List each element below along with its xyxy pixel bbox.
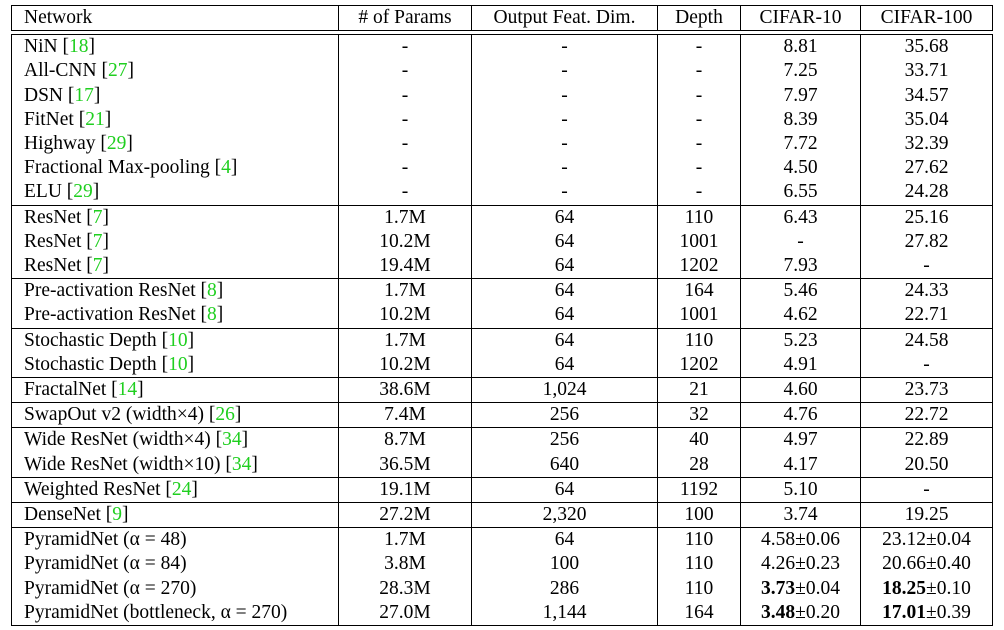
network-name: Stochastic Depth [24, 353, 157, 375]
cell-dim: - [472, 59, 658, 83]
cell-cifar100: 22.71 [861, 303, 993, 328]
header-cifar10: CIFAR-10 [741, 6, 861, 31]
citation-ref: 34 [231, 453, 252, 475]
cell-cifar10: 5.23 [741, 328, 861, 353]
cell-params: 10.2M [339, 303, 472, 328]
table-row [12, 303, 993, 328]
cell-params: - [339, 84, 472, 108]
citation-ref: 7 [92, 206, 103, 228]
citation-ref: 18 [68, 36, 89, 58]
cell-params: 19.1M [339, 477, 472, 502]
cell-params: 38.6M [339, 378, 472, 403]
cell-depth: 1001 [658, 303, 741, 328]
citation-ref: 34 [222, 429, 242, 451]
header-cifar100: CIFAR-100 [861, 6, 993, 31]
cell-cifar100: 24.58 [861, 328, 993, 353]
cell-dim: 64 [472, 477, 658, 502]
cell-cifar10: 4.60 [741, 378, 861, 403]
cell-cifar100: 18.25±0.10 [861, 577, 993, 601]
table-row [12, 230, 993, 254]
cell-depth: 164 [658, 601, 741, 626]
network-name: Weighted ResNet [24, 478, 161, 500]
cell-cifar100: 20.50 [861, 453, 993, 478]
network-name: PyramidNet (bottleneck, α = 270) [24, 601, 288, 623]
table-row [12, 35, 993, 60]
cell-depth: 28 [658, 453, 741, 478]
network-name: All-CNN [24, 60, 97, 82]
results-table [11, 5, 993, 626]
cell-dim: - [472, 84, 658, 108]
cell-dim: 64 [472, 205, 658, 230]
cell-cifar100: 35.04 [861, 108, 993, 132]
cell-cifar100: - [861, 477, 993, 502]
cell-dim: 286 [472, 577, 658, 601]
header-row [12, 6, 993, 31]
cell-network: ResNet [7] [12, 205, 339, 230]
cell-params: 27.0M [339, 601, 472, 626]
cell-params: 7.4M [339, 403, 472, 428]
citation-ref: 8 [207, 304, 217, 326]
cell-depth: 1192 [658, 477, 741, 502]
network-name: PyramidNet (α = 84) [24, 553, 187, 575]
cell-cifar10: 5.46 [741, 279, 861, 304]
citation-ref: 7 [92, 230, 103, 252]
network-name: PyramidNet (α = 270) [24, 577, 197, 599]
cell-depth: 110 [658, 328, 741, 353]
cell-depth: - [658, 59, 741, 83]
cell-dim: - [472, 180, 658, 205]
cell-depth: 21 [658, 378, 741, 403]
citation-ref: 10 [168, 353, 188, 375]
cell-cifar10: - [741, 230, 861, 254]
cell-network: Pre-activation ResNet [8] [12, 303, 339, 328]
cell-cifar10: 4.58±0.06 [741, 528, 861, 553]
table-row [12, 577, 993, 601]
best-value: 3.48 [761, 601, 796, 623]
network-name: ResNet [24, 230, 82, 252]
citation-ref: 9 [112, 504, 123, 526]
cell-dim: 64 [472, 353, 658, 378]
table-row [12, 180, 993, 205]
cell-network: Fractional Max-pooling [4] [12, 156, 339, 180]
cell-depth: 110 [658, 528, 741, 553]
cell-params: 1.7M [339, 328, 472, 353]
table-row [12, 552, 993, 576]
citation-ref: 29 [106, 133, 127, 155]
cell-cifar10: 8.81 [741, 35, 861, 60]
cell-depth: 110 [658, 205, 741, 230]
network-name: Fractional Max-pooling [24, 157, 210, 179]
cell-cifar10: 4.97 [741, 428, 861, 453]
table-row [12, 156, 993, 180]
table-row [12, 205, 993, 230]
cell-depth: 110 [658, 577, 741, 601]
cell-network: Wide ResNet (width×4) [34] [12, 428, 339, 453]
cell-cifar100: - [861, 353, 993, 378]
cell-cifar100: 20.66±0.40 [861, 552, 993, 576]
cell-depth: 110 [658, 552, 741, 576]
network-name: DSN [24, 84, 64, 106]
cell-cifar10: 7.97 [741, 84, 861, 108]
cell-cifar100: 24.28 [861, 180, 993, 205]
cell-network [12, 552, 339, 576]
cell-params: 1.7M [339, 279, 472, 304]
best-value: 17.01 [882, 601, 927, 623]
cell-cifar100: 33.71 [861, 59, 993, 83]
cell-network: Stochastic Depth [10] [12, 353, 339, 378]
citation-ref: 29 [73, 181, 93, 203]
best-value: 18.25 [882, 577, 927, 599]
cell-network: NiN [18] [12, 35, 339, 60]
cell-network: ResNet [7] [12, 230, 339, 254]
cell-cifar100: 35.68 [861, 35, 993, 60]
cell-network: SwapOut v2 (width×4) [26] [12, 403, 339, 428]
citation-ref: 24 [171, 478, 192, 500]
cell-cifar100: 22.89 [861, 428, 993, 453]
table-row [12, 477, 993, 502]
network-name: Highway [24, 133, 96, 155]
cell-params: - [339, 35, 472, 60]
cell-cifar10: 4.17 [741, 453, 861, 478]
cell-cifar10: 7.72 [741, 132, 861, 156]
cell-dim: 64 [472, 328, 658, 353]
network-name: FitNet [24, 108, 74, 130]
best-value: 3.73 [761, 577, 796, 599]
network-name: FractalNet [24, 379, 107, 401]
cell-dim: 256 [472, 403, 658, 428]
cell-cifar100: 34.57 [861, 84, 993, 108]
table-row [12, 132, 993, 156]
cell-params: 1.7M [339, 528, 472, 553]
network-name: Pre-activation ResNet [24, 304, 196, 326]
cell-depth: 40 [658, 428, 741, 453]
cell-dim: - [472, 132, 658, 156]
cell-network [12, 601, 339, 626]
table-row [12, 528, 993, 553]
citation-ref: 8 [207, 280, 217, 302]
cell-network: All-CNN [27] [12, 59, 339, 83]
cell-cifar10: 4.26±0.23 [741, 552, 861, 576]
cell-depth: 1202 [658, 353, 741, 378]
cell-network [12, 528, 339, 553]
cell-network: FitNet [21] [12, 108, 339, 132]
cell-cifar10: 6.43 [741, 205, 861, 230]
cell-cifar10: 4.50 [741, 156, 861, 180]
citation-ref: 21 [85, 108, 105, 130]
table-row [12, 84, 993, 108]
cell-depth: 32 [658, 403, 741, 428]
cell-cifar100: 23.12±0.04 [861, 528, 993, 553]
cell-params: 28.3M [339, 577, 472, 601]
cell-dim: 1,024 [472, 378, 658, 403]
cell-network: Wide ResNet (width×10) [34] [12, 453, 339, 478]
cell-cifar10: 4.62 [741, 303, 861, 328]
cell-network: FractalNet [14] [12, 378, 339, 403]
cell-depth: 164 [658, 279, 741, 304]
cell-network: DenseNet [9] [12, 503, 339, 528]
cell-depth: 1202 [658, 254, 741, 279]
cell-depth: - [658, 156, 741, 180]
cell-params: 27.2M [339, 503, 472, 528]
network-name: ELU [24, 181, 62, 203]
cell-params: 10.2M [339, 353, 472, 378]
citation-ref: 7 [92, 255, 103, 277]
cell-network: Pre-activation ResNet [8] [12, 279, 339, 304]
cell-cifar10: 8.39 [741, 108, 861, 132]
citation-ref: 10 [168, 329, 188, 351]
table-header [12, 6, 993, 31]
table-row [12, 108, 993, 132]
citation-ref: 4 [221, 157, 231, 179]
cell-cifar10: 3.74 [741, 503, 861, 528]
cell-params: - [339, 180, 472, 205]
cell-depth: - [658, 108, 741, 132]
header-dim: Output Feat. Dim. [472, 6, 658, 31]
cell-depth: - [658, 35, 741, 60]
table-row [12, 378, 993, 403]
cell-cifar10: 4.76 [741, 403, 861, 428]
network-name: Wide ResNet (width×4) [24, 429, 211, 451]
cell-depth: - [658, 132, 741, 156]
cell-cifar100: 27.62 [861, 156, 993, 180]
cell-network: ResNet [7] [12, 254, 339, 279]
cell-cifar10: 6.55 [741, 180, 861, 205]
cell-depth: - [658, 180, 741, 205]
cell-params: 36.5M [339, 453, 472, 478]
cell-params: - [339, 59, 472, 83]
cell-cifar100: 27.82 [861, 230, 993, 254]
table-row [12, 453, 993, 478]
network-name: PyramidNet (α = 48) [24, 529, 187, 551]
citation-ref: 26 [215, 404, 235, 426]
table-row [12, 403, 993, 428]
cell-dim: 2,320 [472, 503, 658, 528]
cell-params: 19.4M [339, 254, 472, 279]
network-name: Pre-activation ResNet [24, 280, 196, 302]
table-row [12, 254, 993, 279]
cell-dim: 100 [472, 552, 658, 576]
cell-cifar100: 19.25 [861, 503, 993, 528]
cell-params: - [339, 132, 472, 156]
cell-cifar100: 25.16 [861, 205, 993, 230]
cell-dim: 64 [472, 528, 658, 553]
cell-dim: 256 [472, 428, 658, 453]
cell-network: Highway [29] [12, 132, 339, 156]
table-row [12, 601, 993, 626]
cell-cifar100: 22.72 [861, 403, 993, 428]
cell-cifar100: 23.73 [861, 378, 993, 403]
table-row [12, 503, 993, 528]
cell-params: 8.7M [339, 428, 472, 453]
table-row [12, 353, 993, 378]
network-name: ResNet [24, 255, 82, 277]
header-depth: Depth [658, 6, 741, 31]
cell-cifar100: 32.39 [861, 132, 993, 156]
cell-cifar100: 17.01±0.39 [861, 601, 993, 626]
cell-params: - [339, 108, 472, 132]
cell-dim: 64 [472, 230, 658, 254]
cell-dim: - [472, 35, 658, 60]
table-row [12, 328, 993, 353]
cell-dim: 64 [472, 303, 658, 328]
cell-cifar100: 24.33 [861, 279, 993, 304]
cell-network [12, 577, 339, 601]
citation-ref: 17 [74, 84, 94, 106]
table-body [12, 31, 993, 626]
cell-dim: 640 [472, 453, 658, 478]
network-name: ResNet [24, 206, 82, 228]
cell-dim: - [472, 108, 658, 132]
citation-ref: 14 [117, 379, 138, 401]
cell-dim: - [472, 156, 658, 180]
cell-network: Weighted ResNet [24] [12, 477, 339, 502]
network-name: Stochastic Depth [24, 329, 157, 351]
header-network: Network [12, 6, 339, 31]
cell-cifar10: 3.48±0.20 [741, 601, 861, 626]
cell-cifar10: 7.93 [741, 254, 861, 279]
cell-cifar10: 5.10 [741, 477, 861, 502]
cell-cifar10: 3.73±0.04 [741, 577, 861, 601]
cell-network: DSN [17] [12, 84, 339, 108]
cell-dim: 64 [472, 254, 658, 279]
cell-depth: - [658, 84, 741, 108]
cell-cifar100: - [861, 254, 993, 279]
cell-depth: 1001 [658, 230, 741, 254]
cell-params: 3.8M [339, 552, 472, 576]
network-name: Wide ResNet (width×10) [24, 453, 221, 475]
cell-network: Stochastic Depth [10] [12, 328, 339, 353]
network-name: NiN [24, 36, 58, 58]
cell-params: 10.2M [339, 230, 472, 254]
cell-dim: 1,144 [472, 601, 658, 626]
cell-cifar10: 7.25 [741, 59, 861, 83]
citation-ref: 27 [107, 60, 128, 82]
cell-depth: 100 [658, 503, 741, 528]
cell-params: 1.7M [339, 205, 472, 230]
cell-network: ELU [29] [12, 180, 339, 205]
cell-cifar10: 4.91 [741, 353, 861, 378]
network-name: SwapOut v2 (width×4) [24, 404, 204, 426]
cell-dim: 64 [472, 279, 658, 304]
table-row [12, 428, 993, 453]
table-row [12, 59, 993, 83]
cell-params: - [339, 156, 472, 180]
header-params: # of Params [339, 6, 472, 31]
network-name: DenseNet [24, 504, 101, 526]
table-row [12, 279, 993, 304]
